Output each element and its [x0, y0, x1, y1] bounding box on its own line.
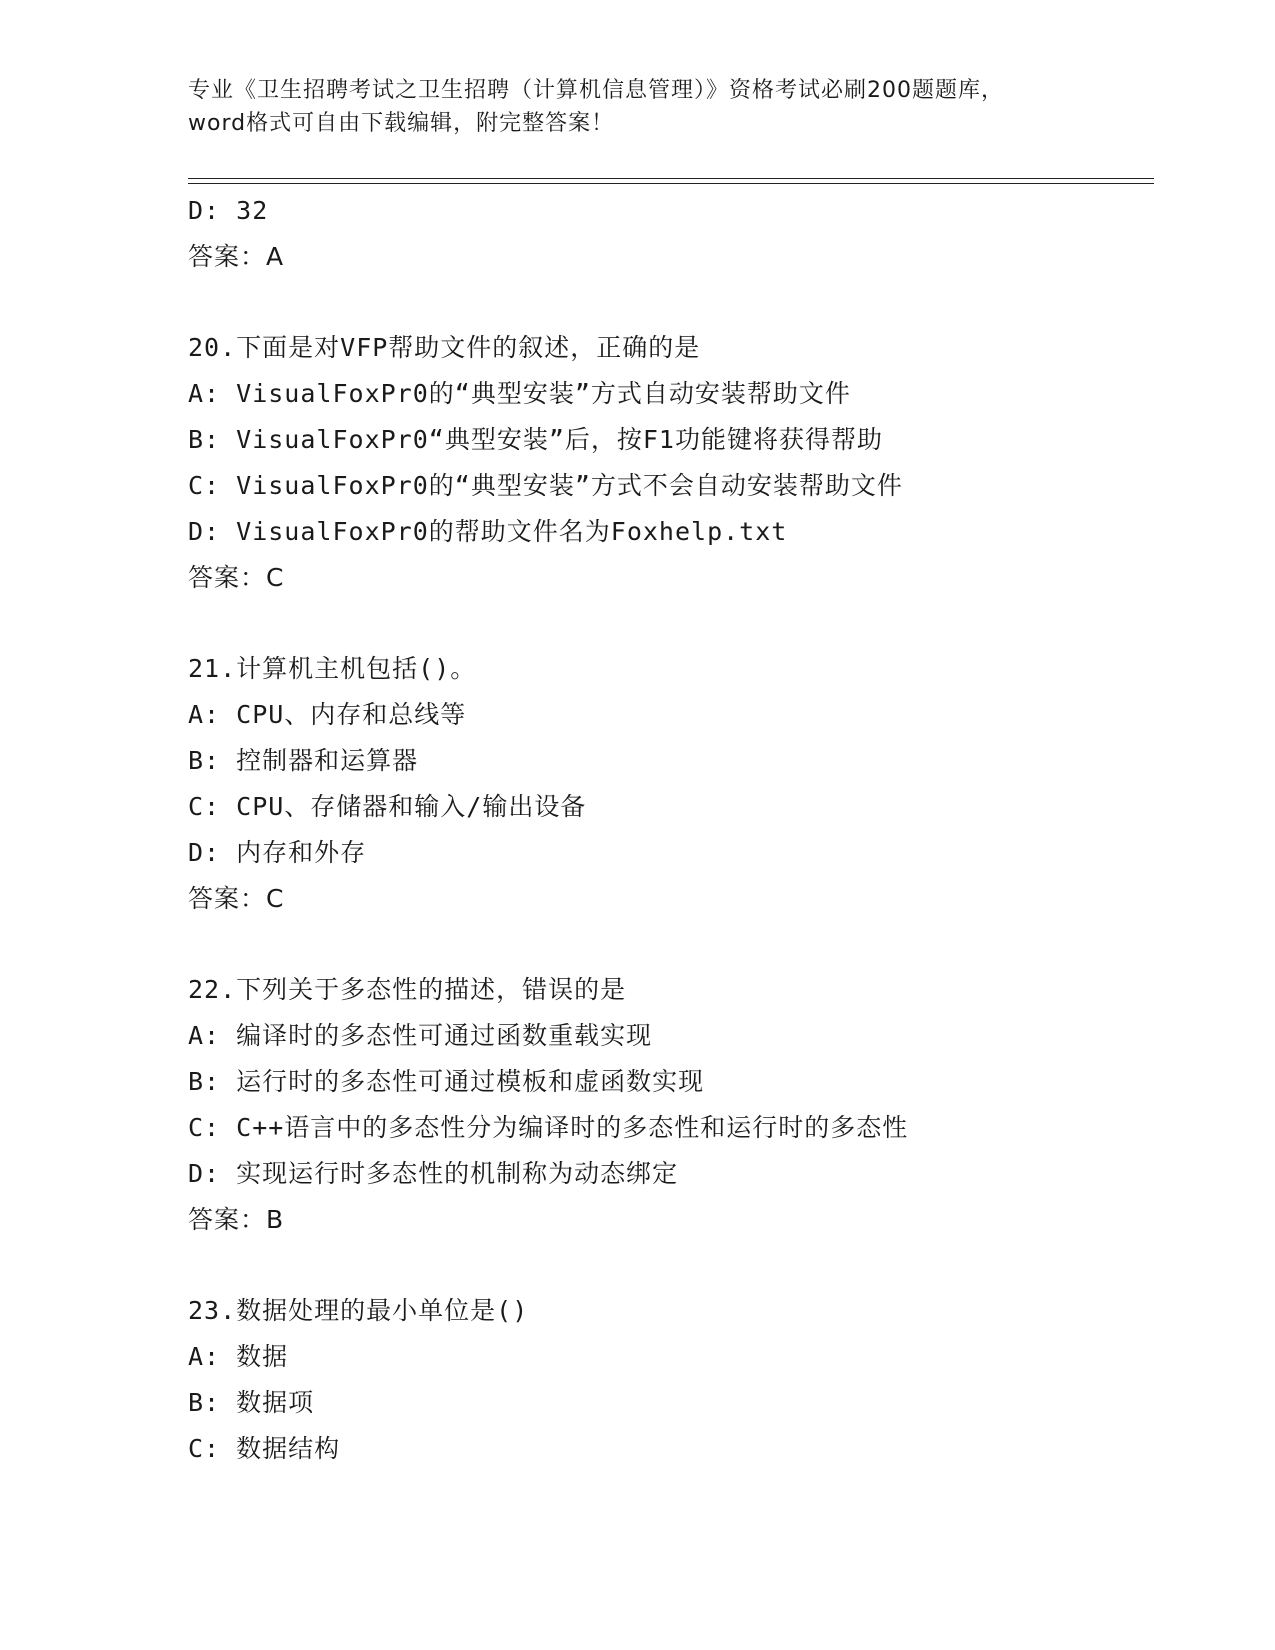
option-c: C: C++语言中的多态性分为编译时的多态性和运行时的多态性	[188, 1113, 909, 1142]
option-d: D: 32	[188, 196, 269, 225]
question-23	[188, 1288, 1154, 1472]
option-b: B: 控制器和运算器	[188, 746, 419, 775]
option-b: B: VisualFoxPr0“典型安装”后，按F1功能键将获得帮助	[188, 425, 883, 454]
question-20	[188, 325, 1154, 601]
spacer	[188, 601, 1154, 646]
question-stem: 23.数据处理的最小单位是()	[188, 1296, 529, 1325]
option-b: B: 数据项	[188, 1388, 315, 1417]
option-a: A: 编译时的多态性可通过函数重载实现	[188, 1021, 653, 1050]
header-line-1: 专业《卫生招聘考试之卫生招聘（计算机信息管理）》资格考试必刷200题题库，	[188, 78, 1004, 103]
document-header	[188, 74, 1088, 140]
question-22	[188, 967, 1154, 1243]
option-c: C: CPU、存储器和输入/输出设备	[188, 792, 587, 821]
answer-line: 答案：C	[188, 563, 285, 592]
spacer	[188, 280, 1154, 325]
option-d: D: 内存和外存	[188, 838, 367, 867]
spacer	[188, 1243, 1154, 1288]
option-a: A: CPU、内存和总线等	[188, 700, 467, 729]
option-c: C: 数据结构	[188, 1434, 341, 1463]
option-d: D: 实现运行时多态性的机制称为动态绑定	[188, 1159, 679, 1188]
question-21	[188, 646, 1154, 922]
document-body	[188, 188, 1154, 1472]
option-a: A: 数据	[188, 1342, 289, 1371]
answer-line: 答案：B	[188, 1205, 285, 1234]
option-c: C: VisualFoxPr0的“典型安装”方式不会自动安装帮助文件	[188, 471, 903, 500]
header-divider-bottom	[188, 183, 1154, 184]
header-divider-top	[188, 178, 1154, 179]
question-stem: 22.下列关于多态性的描述，错误的是	[188, 975, 627, 1004]
question-stem: 21.计算机主机包括()。	[188, 654, 477, 683]
option-b: B: 运行时的多态性可通过模板和虚函数实现	[188, 1067, 705, 1096]
spacer	[188, 922, 1154, 967]
option-d: D: VisualFoxPr0的帮助文件名为Foxhelp.txt	[188, 517, 788, 546]
question-stem: 20.下面是对VFP帮助文件的叙述，正确的是	[188, 333, 701, 362]
header-line-2: word格式可自由下载编辑，附完整答案！	[188, 111, 615, 136]
answer-line: 答案：A	[188, 242, 285, 271]
answer-line: 答案：C	[188, 884, 285, 913]
option-a: A: VisualFoxPr0的“典型安装”方式自动安装帮助文件	[188, 379, 851, 408]
